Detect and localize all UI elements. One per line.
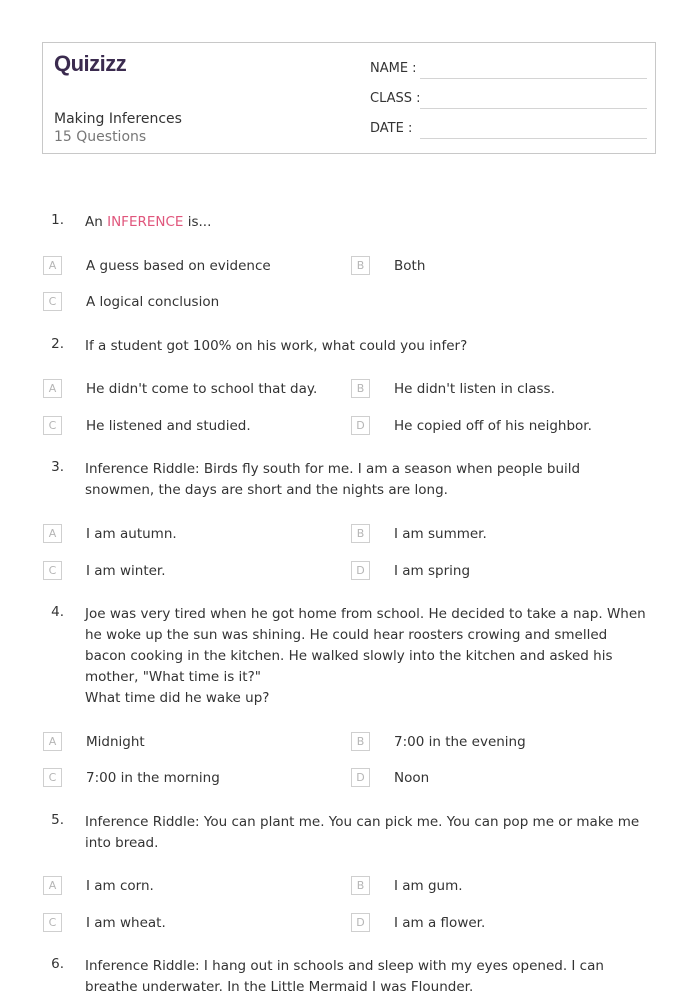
question-text: Inference Riddle: Birds fly south for me. I am a season when people build snowmen, the days are short and the nights are long. <box>85 461 581 498</box>
question-count: 15 Questions <box>54 129 147 145</box>
option-letter-box: A <box>43 379 62 398</box>
option-letter-box: A <box>43 256 62 275</box>
question-text: Inference Riddle: I hang out in schools and sleep with my eyes opened. I can breathe underwater. In the Little Mermaid I was Flounder. <box>85 958 604 995</box>
option-text: I am corn. <box>86 878 154 894</box>
option-letter-box: A <box>43 524 62 543</box>
name-field[interactable] <box>370 59 647 89</box>
question-number: 4. <box>51 604 64 620</box>
question-number: 2. <box>51 336 64 352</box>
class-line <box>420 108 647 109</box>
student-info-fields <box>370 59 647 149</box>
option-text: I am summer. <box>394 526 487 542</box>
option-letter-box: B <box>351 524 370 543</box>
question-text: Inference Riddle: You can plant me. You can pick me. You can pop me or make me into bread. <box>85 814 640 851</box>
option-text: He listened and studied. <box>86 418 251 434</box>
option-text: He didn't listen in class. <box>394 381 555 397</box>
option-letter-box: D <box>351 416 370 435</box>
option-text: A guess based on evidence <box>86 258 271 274</box>
option-text: A logical conclusion <box>86 294 220 310</box>
option-text: Both <box>394 258 426 274</box>
option-letter-box: A <box>43 732 62 751</box>
name-line <box>420 78 647 79</box>
option-letter-box: B <box>351 256 370 275</box>
option-text: Midnight <box>86 734 145 750</box>
option-text: I am a flower. <box>394 915 486 931</box>
option-text: He copied off of his neighbor. <box>394 418 592 434</box>
quizizz-logo: Quizizz <box>54 51 127 76</box>
highlighted-term: INFERENCE <box>107 214 184 230</box>
quiz-title: Making Inferences <box>54 111 182 127</box>
option-letter-box: C <box>43 292 62 311</box>
option-letter-box: D <box>351 561 370 580</box>
option-letter-box: D <box>351 913 370 932</box>
date-field[interactable] <box>370 119 647 149</box>
option-text: 7:00 in the morning <box>86 770 220 786</box>
date-label: DATE : <box>370 121 413 136</box>
option-text: I am gum. <box>394 878 463 894</box>
option-text: I am winter. <box>86 563 166 579</box>
option-letter-box: B <box>351 876 370 895</box>
option-text: I am wheat. <box>86 915 166 931</box>
question-number: 6. <box>51 956 64 972</box>
worksheet-header <box>42 42 656 154</box>
date-line <box>420 138 647 139</box>
question-number: 3. <box>51 459 64 475</box>
option-text: He didn't come to school that day. <box>86 381 318 397</box>
option-text: Noon <box>394 770 430 786</box>
class-field[interactable] <box>370 89 647 119</box>
option-text: I am spring <box>394 563 471 579</box>
question-text: Joe was very tired when he got home from school. He decided to take a nap. When he woke up the sun was shining. He could hear roosters crowing and smelled bacon cooking in the kitchen. He walked slowly into the kitchen and asked his mother, "What time is it?" What time did he wake up? <box>85 606 646 706</box>
option-letter-box: C <box>43 416 62 435</box>
option-letter-box: B <box>351 379 370 398</box>
option-letter-box: C <box>43 768 62 787</box>
name-label: NAME : <box>370 61 417 76</box>
option-letter-box: C <box>43 561 62 580</box>
option-letter-box: B <box>351 732 370 751</box>
option-letter-box: C <box>43 913 62 932</box>
option-text: 7:00 in the evening <box>394 734 526 750</box>
option-letter-box: A <box>43 876 62 895</box>
option-letter-box: D <box>351 768 370 787</box>
question-text: An INFERENCE is... <box>85 214 212 230</box>
class-label: CLASS : <box>370 91 421 106</box>
question-number: 1. <box>51 212 64 228</box>
option-text: I am autumn. <box>86 526 177 542</box>
question-number: 5. <box>51 812 64 828</box>
question-text: If a student got 100% on his work, what could you infer? <box>85 338 468 354</box>
